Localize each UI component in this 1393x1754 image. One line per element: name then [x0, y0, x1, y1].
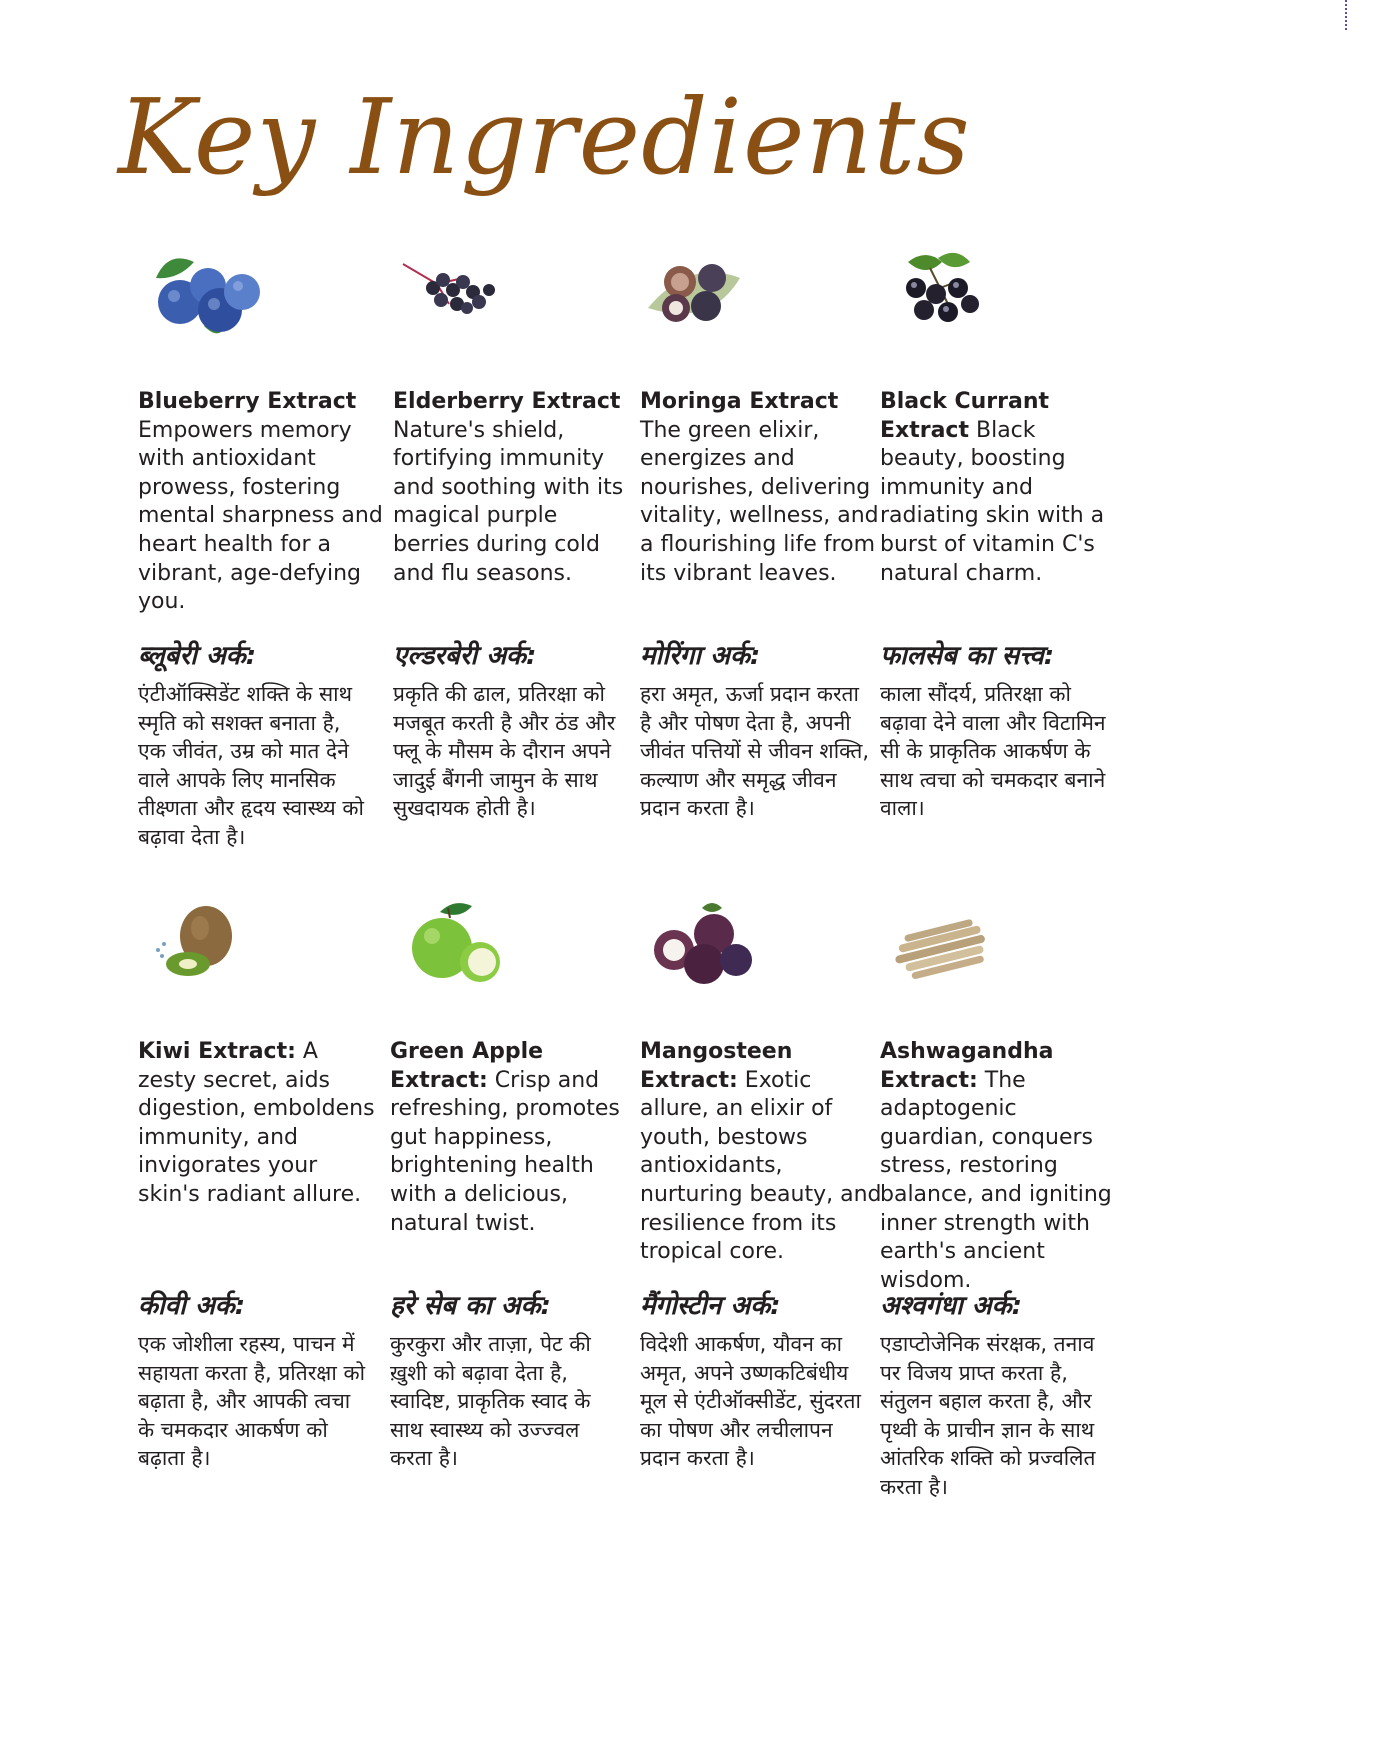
edge-divider [1345, 0, 1347, 30]
ingredient-name: Kiwi Extract: [138, 1039, 296, 1064]
ingredient-desc: Empowers memory with antioxidant prowess, fostering mental sharpness and heart health for a vibrant, age-defying you. [138, 417, 383, 615]
ingredient-hindi-title: हरे सेब का अर्क: [390, 1291, 551, 1321]
ingredient-name: Black Currant Extract [880, 389, 1050, 443]
ingredient-hindi-desc: हरा अमृत, ऊर्जा प्रदान करता है और पोषण देता है, अपनी जीवंत पत्तियों से जीवन शक्ति, कल्याण और समृद्ध जीवन प्रदान करता है। [640, 682, 870, 821]
ingredient-hindi-title: मैंगोस्टीन अर्क: [640, 1291, 781, 1321]
ingredient-description [138, 1038, 383, 1210]
ingredient-hindi-desc: एंटीऑक्सिडेंट शक्ति के साथ स्मृति को सशक्त बनाता है, एक जीवंत, उम्र को मात देने वाले आपके लिए मानसिक तीक्ष्णता और हृदय स्वास्थ्य को बढ़ावा देता है। [138, 682, 364, 849]
ingredient-name: Mangosteen Extract: [640, 1039, 793, 1093]
ingredient-hindi-title: फालसेब का सत्त्व: [880, 641, 1055, 671]
ingredient-hindi-desc: प्रकृति की ढाल, प्रतिरक्षा को मजबूत करती है और ठंड और फ्लू के मौसम के दौरान अपने जादुई बैंगनी जामुन के साथ सुखदायक होती है। [393, 682, 616, 821]
ashwagandha-icon [880, 898, 1010, 998]
ingredient-description [640, 1038, 885, 1267]
blueberry-icon [138, 248, 268, 348]
ingredient-hindi-desc: विदेशी आकर्षण, यौवन का अमृत, अपने उष्णकटिबंधीय मूल से एंटीऑक्सीडेंट, सुंदरता का पोषण और लचीलापन प्रदान करता है। [640, 1332, 861, 1471]
green-apple-icon [390, 898, 520, 998]
ingredient-description [880, 1038, 1125, 1295]
ingredient-name: Green Apple Extract: [390, 1039, 544, 1093]
ingredient-hindi-desc: काला सौंदर्य, प्रतिरक्षा को बढ़ावा देने वाला और विटामिन सी के प्राकृतिक आकर्षण के साथ त्वचा को चमकदार बनाने वाला। [880, 682, 1106, 821]
ingredient-name: Moringa Extract [640, 389, 839, 414]
ingredient-desc: Crisp and refreshing, promotes gut happiness, brightening health with a delicious, natural twist. [390, 1067, 620, 1236]
ingredient-hindi-title: अश्वगंधा अर्क: [880, 1291, 1023, 1321]
ingredient-desc: Black beauty, boosting immunity and radiating skin with a burst of vitamin C's natural charm. [880, 417, 1105, 586]
ingredient-description [393, 388, 638, 588]
ingredient-desc: Nature's shield, fortifying immunity and soothing with its magical purple berries during cold and flu seasons. [393, 417, 624, 586]
ingredient-hindi-desc: कुरकुरा और ताज़ा, पेट की ख़ुशी को बढ़ावा देता है, स्वादिष्ट, प्राकृतिक स्वाद के साथ स्वास्थ्य को उज्ज्वल करता है। [390, 1332, 591, 1471]
ingredient-name: Ashwagandha Extract: [880, 1039, 1054, 1093]
ingredient-hindi-title: कीवी अर्क: [138, 1291, 246, 1321]
ingredient-desc: The green elixir, energizes and nourishes, delivering vitality, wellness, and a flourishing life from its vibrant leaves. [640, 417, 879, 586]
page-title: Key Ingredients [118, 76, 971, 198]
black-currant-icon [880, 248, 1010, 348]
ingredient-hindi-title: मोरिंगा अर्क: [640, 641, 761, 671]
ingredient-hindi-desc: एक जोशीला रहस्य, पाचन में सहायता करता है, प्रतिरक्षा को बढ़ाता है, और आपकी त्वचा के चमकदार आकर्षण को बढ़ाता है। [138, 1332, 366, 1471]
ingredient-hindi-title: ब्लूबेरी अर्क: [138, 641, 257, 671]
ingredient-name: Blueberry Extract [138, 389, 357, 414]
mangosteen-icon [640, 898, 770, 998]
ingredient-description [880, 388, 1125, 588]
ingredient-name: Elderberry Extract [393, 389, 621, 414]
ingredient-hindi-desc: एडाप्टोजेनिक संरक्षक, तनाव पर विजय प्राप्त करता है, संतुलन बहाल करता है, और पृथ्वी के प्राचीन ज्ञान के साथ आंतरिक शक्ति को प्रज्वलित करता है। [880, 1332, 1096, 1499]
ingredient-description [138, 388, 383, 617]
ingredient-desc: The adaptogenic guardian, conquers stress, restoring balance, and igniting inner strength with earth's ancient wisdom. [880, 1067, 1112, 1293]
ingredient-desc: Exotic allure, an elixir of youth, bestows antioxidants, nurturing beauty, and resilience from its tropical core. [640, 1067, 882, 1265]
ingredient-description [640, 388, 885, 588]
ingredient-desc: A zesty secret, aids digestion, emboldens immunity, and invigorates your skin's radiant allure. [138, 1039, 375, 1207]
elderberry-icon [393, 248, 523, 348]
kiwi-icon [138, 898, 268, 998]
ingredient-hindi-title: एल्डरबेरी अर्क: [393, 641, 537, 671]
ingredient-description [390, 1038, 635, 1238]
moringa-icon [640, 248, 770, 348]
